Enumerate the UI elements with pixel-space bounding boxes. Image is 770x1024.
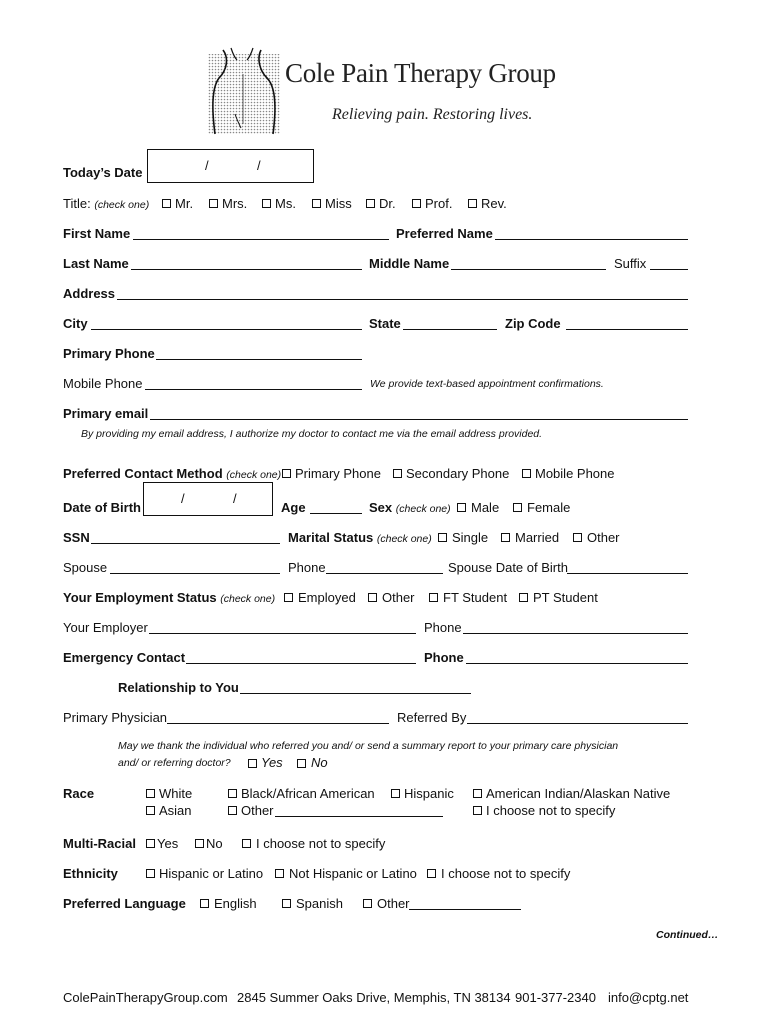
primary-email-field[interactable]: [150, 419, 688, 420]
multiracial-yes-label: Yes: [157, 836, 179, 851]
language-spanish-checkbox[interactable]: [282, 899, 291, 908]
preferred-language-label: Preferred Language: [63, 896, 186, 911]
age-label: Age: [281, 500, 306, 515]
contact-method-label: Preferred Contact Method (check one): [63, 466, 282, 481]
title-rev-label: Rev.: [481, 196, 507, 211]
spouse-phone-field[interactable]: [326, 573, 443, 574]
preferred-name-field[interactable]: [495, 239, 688, 240]
sex-female-checkbox[interactable]: [513, 503, 522, 512]
ethnicity-not-hispanic-checkbox[interactable]: [275, 869, 284, 878]
emergency-contact-field[interactable]: [186, 663, 416, 664]
race-american-indian-checkbox[interactable]: [473, 789, 482, 798]
marital-married-label: Married: [515, 530, 560, 545]
referred-by-label: Referred By: [397, 710, 467, 725]
employment-ft-student-checkbox[interactable]: [429, 593, 438, 602]
race-other-field[interactable]: [275, 816, 443, 817]
referral-no-label: No: [311, 755, 328, 770]
spouse-field[interactable]: [110, 573, 280, 574]
middle-name-label: Middle Name: [369, 256, 450, 271]
zip-field[interactable]: [566, 329, 688, 330]
logo-back-figure-icon: [205, 44, 283, 136]
sex-male-label: Male: [471, 500, 500, 515]
ethnicity-not-specify-checkbox[interactable]: [427, 869, 436, 878]
relationship-label: Relationship to You: [118, 680, 239, 695]
race-hispanic-checkbox[interactable]: [391, 789, 400, 798]
sex-male-checkbox[interactable]: [457, 503, 466, 512]
referred-by-field[interactable]: [467, 723, 688, 724]
first-name-label: First Name: [63, 226, 131, 241]
title-prof-label: Prof.: [425, 196, 453, 211]
city-field[interactable]: [91, 329, 362, 330]
title-mr-checkbox[interactable]: [162, 199, 171, 208]
race-not-specify-label: I choose not to specify: [486, 803, 616, 818]
employment-employed-label: Employed: [298, 590, 356, 605]
suffix-label: Suffix: [614, 256, 647, 271]
primary-email-label: Primary email: [63, 406, 149, 421]
referral-thanks-question-line2: and/ or referring doctor?: [118, 757, 231, 769]
contact-secondary-phone-label: Secondary Phone: [406, 466, 510, 481]
logo: [205, 44, 283, 136]
referral-thanks-question-line1: May we thank the individual who referred you and/ or send a summary report to your primary care physician: [118, 740, 619, 752]
todays-date-field[interactable]: [147, 149, 314, 183]
last-name-field[interactable]: [131, 269, 362, 270]
multiracial-no-checkbox[interactable]: [195, 839, 204, 848]
dob-slash-1: /: [181, 491, 185, 506]
last-name-label: Last Name: [63, 256, 129, 271]
employer-phone-label: Phone: [424, 620, 462, 635]
suffix-field[interactable]: [650, 269, 688, 270]
state-label: State: [369, 316, 401, 331]
employment-other-checkbox[interactable]: [368, 593, 377, 602]
preferred-name-label: Preferred Name: [396, 226, 493, 241]
multiracial-no-label: No: [206, 836, 223, 851]
title-mrs-checkbox[interactable]: [209, 199, 218, 208]
contact-primary-phone-label: Primary Phone: [295, 466, 381, 481]
marital-other-label: Other: [587, 530, 620, 545]
date-slash-2: /: [257, 158, 261, 173]
multiracial-not-specify-label: I choose not to specify: [256, 836, 386, 851]
dob-slash-2: /: [233, 491, 237, 506]
race-asian-checkbox[interactable]: [146, 806, 155, 815]
referral-yes-checkbox[interactable]: [248, 759, 257, 768]
race-other-checkbox[interactable]: [228, 806, 237, 815]
race-black-checkbox[interactable]: [228, 789, 237, 798]
language-other-checkbox[interactable]: [363, 899, 372, 908]
race-hispanic-label: Hispanic: [404, 786, 454, 801]
dob-field[interactable]: [143, 482, 273, 516]
age-field[interactable]: [310, 513, 362, 514]
continued-note: Continued…: [656, 929, 719, 941]
employment-ft-student-label: FT Student: [443, 590, 508, 605]
marital-single-checkbox[interactable]: [438, 533, 447, 542]
title-dr-label: Dr.: [379, 196, 396, 211]
title-mr-label: Mr.: [175, 196, 194, 211]
title-label: Title: (check one): [63, 196, 150, 211]
race-asian-label: Asian: [159, 803, 192, 818]
title-dr-checkbox[interactable]: [366, 199, 375, 208]
emergency-phone-field[interactable]: [466, 663, 688, 664]
employment-pt-student-checkbox[interactable]: [519, 593, 528, 602]
state-field[interactable]: [403, 329, 497, 330]
referral-no-checkbox[interactable]: [297, 759, 306, 768]
marital-single-label: Single: [452, 530, 489, 545]
title-hint: (check one): [94, 199, 150, 211]
primary-physician-label: Primary Physician: [63, 710, 168, 725]
spouse-label: Spouse: [63, 560, 108, 575]
city-label: City: [63, 316, 88, 331]
employer-field[interactable]: [149, 633, 416, 634]
todays-date-label: Today’s Date: [63, 165, 143, 180]
referral-yes-label: Yes: [261, 755, 283, 770]
employer-label: Your Employer: [63, 620, 148, 635]
multiracial-label: Multi-Racial: [63, 836, 136, 851]
title-miss-label: Miss: [325, 196, 352, 211]
spouse-phone-label: Phone: [288, 560, 326, 575]
ethnicity-hispanic-label: Hispanic or Latino: [159, 866, 264, 881]
language-english-label: English: [214, 896, 257, 911]
emergency-phone-label: Phone: [424, 650, 464, 665]
ethnicity-not-specify-label: I choose not to specify: [441, 866, 571, 881]
spouse-dob-field[interactable]: [567, 573, 688, 574]
footer-email: info@cptg.net: [608, 990, 689, 1005]
language-english-checkbox[interactable]: [200, 899, 209, 908]
ssn-field[interactable]: [91, 543, 280, 544]
ssn-label: SSN: [63, 530, 90, 545]
ethnicity-not-hispanic-label: Not Hispanic or Latino: [289, 866, 417, 881]
middle-name-field[interactable]: [451, 269, 606, 270]
language-other-label: Other: [377, 896, 410, 911]
title-mrs-label: Mrs.: [222, 196, 248, 211]
zip-label: Zip Code: [505, 316, 561, 331]
emergency-contact-label: Emergency Contact: [63, 650, 186, 665]
multiracial-yes-checkbox[interactable]: [146, 839, 155, 848]
title-ms-label: Ms.: [275, 196, 296, 211]
race-american-indian-label: American Indian/Alaskan Native: [486, 786, 671, 801]
dob-label: Date of Birth: [63, 500, 141, 515]
relationship-field[interactable]: [240, 693, 471, 694]
footer-phone: 901-377-2340: [515, 990, 596, 1005]
sex-female-label: Female: [527, 500, 571, 515]
spouse-dob-label: Spouse Date of Birth: [448, 560, 568, 575]
language-spanish-label: Spanish: [296, 896, 343, 911]
primary-phone-label: Primary Phone: [63, 346, 155, 361]
date-slash-1: /: [205, 158, 209, 173]
company-name: Cole Pain Therapy Group: [285, 58, 556, 88]
ethnicity-hispanic-checkbox[interactable]: [146, 869, 155, 878]
contact-secondary-phone-checkbox[interactable]: [393, 469, 402, 478]
race-label: Race: [63, 786, 95, 801]
primary-phone-field[interactable]: [156, 359, 362, 360]
marital-married-checkbox[interactable]: [501, 533, 510, 542]
race-other-label: Other: [241, 803, 274, 818]
primary-physician-field[interactable]: [167, 723, 389, 724]
mobile-phone-label: Mobile Phone: [63, 376, 143, 391]
title-miss-checkbox[interactable]: [312, 199, 321, 208]
first-name-field[interactable]: [133, 239, 389, 240]
ethnicity-label: Ethnicity: [63, 866, 118, 881]
race-white-label: White: [159, 786, 193, 801]
employment-status-label: Your Employment Status (check one): [63, 590, 276, 605]
language-other-field[interactable]: [409, 909, 521, 910]
marital-other-checkbox[interactable]: [573, 533, 582, 542]
footer-address: 2845 Summer Oaks Drive, Memphis, TN 38134: [237, 990, 511, 1005]
title-rev-checkbox[interactable]: [468, 199, 477, 208]
race-white-checkbox[interactable]: [146, 789, 155, 798]
mobile-phone-note: We provide text-based appointment confirmations.: [370, 378, 604, 390]
contact-primary-phone-checkbox[interactable]: [282, 469, 291, 478]
title-ms-checkbox[interactable]: [262, 199, 271, 208]
footer-website: ColePainTherapyGroup.com: [63, 990, 228, 1005]
email-authorization-note: By providing my email address, I authorize my doctor to contact me via the email address provided.: [81, 428, 543, 440]
race-not-specify-checkbox[interactable]: [473, 806, 482, 815]
sex-label: Sex (check one): [369, 500, 451, 515]
mobile-phone-field[interactable]: [145, 389, 362, 390]
marital-status-label: Marital Status (check one): [288, 530, 432, 545]
employment-employed-checkbox[interactable]: [284, 593, 293, 602]
contact-mobile-phone-checkbox[interactable]: [522, 469, 531, 478]
employer-phone-field[interactable]: [463, 633, 688, 634]
address-label: Address: [63, 286, 116, 301]
address-field[interactable]: [117, 299, 688, 300]
multiracial-not-specify-checkbox[interactable]: [242, 839, 251, 848]
company-tagline: Relieving pain. Restoring lives.: [332, 106, 533, 123]
employment-other-label: Other: [382, 590, 415, 605]
race-black-label: Black/African American: [241, 786, 375, 801]
contact-mobile-phone-label: Mobile Phone: [535, 466, 615, 481]
employment-pt-student-label: PT Student: [533, 590, 598, 605]
title-prof-checkbox[interactable]: [412, 199, 421, 208]
